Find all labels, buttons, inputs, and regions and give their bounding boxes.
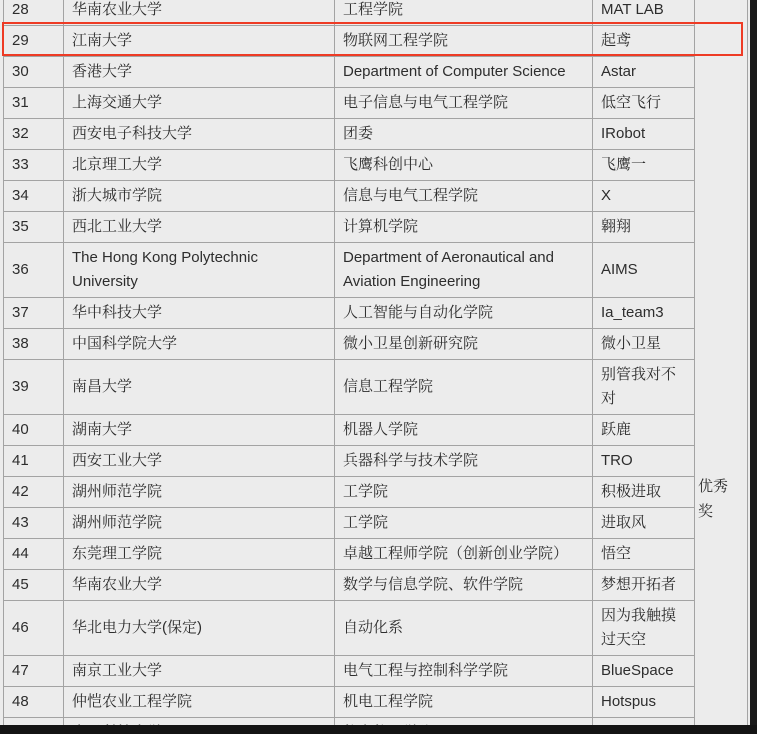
cell-rank: 46 xyxy=(4,601,64,656)
cell-college: 团委 xyxy=(335,119,593,150)
cell-team: 飞鹰一 xyxy=(593,150,695,181)
cell-university: 南京工业大学 xyxy=(64,656,335,687)
cell-university: 湖州师范学院 xyxy=(64,477,335,508)
cell-university: 湖南大学 xyxy=(64,415,335,446)
cell-university: 南昌大学 xyxy=(64,360,335,415)
cell-team: 起鸢 xyxy=(593,26,695,57)
table-row xyxy=(4,415,748,446)
cell-college: 飞鹰科创中心 xyxy=(335,150,593,181)
cell-rank: 41 xyxy=(4,446,64,477)
cell-university: 东莞理工学院 xyxy=(64,539,335,570)
table-row xyxy=(4,119,748,150)
cell-college: 信息与电气工程学院 xyxy=(335,181,593,212)
cell-college: 数学与信息学院、软件学院 xyxy=(335,570,593,601)
cell-team: 低空飞行 xyxy=(593,88,695,119)
cell-team: 微小卫星 xyxy=(593,329,695,360)
table-row xyxy=(4,570,748,601)
cell-college: 人工智能与自动化学院 xyxy=(335,298,593,329)
screenshot-bottom-edge xyxy=(0,725,757,734)
cell-rank: 32 xyxy=(4,119,64,150)
cell-team: Astar xyxy=(593,57,695,88)
cell-college: 工程学院 xyxy=(335,0,593,26)
cell-college: 自动化系 xyxy=(335,601,593,656)
cell-team: 跃鹿 xyxy=(593,415,695,446)
cell-rank: 47 xyxy=(4,656,64,687)
table-row xyxy=(4,0,748,26)
cell-team: MAT LAB xyxy=(593,0,695,26)
cell-team: 翱翔 xyxy=(593,212,695,243)
table-row xyxy=(4,687,748,718)
award-label: 优秀奖 xyxy=(698,478,729,520)
cell-college: 电气工程与控制科学学院 xyxy=(335,656,593,687)
cell-college: Department of Computer Science xyxy=(335,57,593,88)
cell-rank: 28 xyxy=(4,0,64,26)
cell-university: 上海交通大学 xyxy=(64,88,335,119)
cell-rank: 35 xyxy=(4,212,64,243)
cell-rank: 37 xyxy=(4,298,64,329)
cell-rank: 48 xyxy=(4,687,64,718)
cell-rank: 34 xyxy=(4,181,64,212)
cell-college: 兵器科学与技术学院 xyxy=(335,446,593,477)
table-row xyxy=(4,57,748,88)
cell-college: 机电工程学院 xyxy=(335,687,593,718)
cell-college: 物联网工程学院 xyxy=(335,26,593,57)
table-row xyxy=(4,539,748,570)
cell-university: 浙大城市学院 xyxy=(64,181,335,212)
cell-rank: 31 xyxy=(4,88,64,119)
cell-team: 因为我触摸过天空 xyxy=(593,601,695,656)
cell-college: 工学院 xyxy=(335,508,593,539)
cell-team: TRO xyxy=(593,446,695,477)
cell-rank: 33 xyxy=(4,150,64,181)
table-row xyxy=(4,601,748,656)
cell-team: X xyxy=(593,181,695,212)
table-row xyxy=(4,181,748,212)
table-row xyxy=(4,298,748,329)
cell-rank: 39 xyxy=(4,360,64,415)
cell-college: 工学院 xyxy=(335,477,593,508)
cell-team: AIMS xyxy=(593,243,695,298)
cell-rank: 40 xyxy=(4,415,64,446)
cell-university: 华北电力大学(保定) xyxy=(64,601,335,656)
results-table-body xyxy=(4,0,748,734)
table-row xyxy=(4,329,748,360)
cell-rank: 38 xyxy=(4,329,64,360)
cell-university: The Hong Kong Polytechnic University xyxy=(64,243,335,298)
cell-university: 华南农业大学 xyxy=(64,0,335,26)
cell-rank: 42 xyxy=(4,477,64,508)
cell-team: Hotspus xyxy=(593,687,695,718)
cell-college: Department of Aeronautical and Aviation Engineering xyxy=(335,243,593,298)
cell-team: BlueSpace xyxy=(593,656,695,687)
cell-team: 积极进取 xyxy=(593,477,695,508)
cell-university: 香港大学 xyxy=(64,57,335,88)
table-row xyxy=(4,360,748,415)
screenshot-right-edge xyxy=(750,0,757,734)
cell-university: 华中科技大学 xyxy=(64,298,335,329)
cell-rank: 30 xyxy=(4,57,64,88)
cell-team: 进取风 xyxy=(593,508,695,539)
cell-college: 卓越工程师学院（创新创业学院） xyxy=(335,539,593,570)
cell-university: 江南大学 xyxy=(64,26,335,57)
cell-university: 华南农业大学 xyxy=(64,570,335,601)
cell-team: 悟空 xyxy=(593,539,695,570)
cell-rank: 45 xyxy=(4,570,64,601)
cell-college: 电子信息与电气工程学院 xyxy=(335,88,593,119)
cell-university: 湖州师范学院 xyxy=(64,508,335,539)
cell-team: Ia_team3 xyxy=(593,298,695,329)
cell-college: 微小卫星创新研究院 xyxy=(335,329,593,360)
cell-college: 信息工程学院 xyxy=(335,360,593,415)
cell-award-merged xyxy=(695,0,748,734)
table-row xyxy=(4,88,748,119)
table-row xyxy=(4,477,748,508)
cell-university: 仲恺农业工程学院 xyxy=(64,687,335,718)
table-row xyxy=(4,508,748,539)
cell-college: 机器人学院 xyxy=(335,415,593,446)
results-table xyxy=(3,0,748,734)
cell-university: 西安电子科技大学 xyxy=(64,119,335,150)
cell-college: 计算机学院 xyxy=(335,212,593,243)
cell-university: 西北工业大学 xyxy=(64,212,335,243)
cell-team: 别管我对不对 xyxy=(593,360,695,415)
cell-rank: 29 xyxy=(4,26,64,57)
table-row-highlighted xyxy=(4,26,748,57)
cell-rank: 44 xyxy=(4,539,64,570)
table-row xyxy=(4,212,748,243)
table-row xyxy=(4,150,748,181)
table-row xyxy=(4,243,748,298)
cell-university: 中国科学院大学 xyxy=(64,329,335,360)
table-row xyxy=(4,656,748,687)
cell-rank: 36 xyxy=(4,243,64,298)
table-row xyxy=(4,446,748,477)
cell-rank: 43 xyxy=(4,508,64,539)
cell-team: 梦想开拓者 xyxy=(593,570,695,601)
cell-university: 北京理工大学 xyxy=(64,150,335,181)
cell-university: 西安工业大学 xyxy=(64,446,335,477)
cell-team: IRobot xyxy=(593,119,695,150)
